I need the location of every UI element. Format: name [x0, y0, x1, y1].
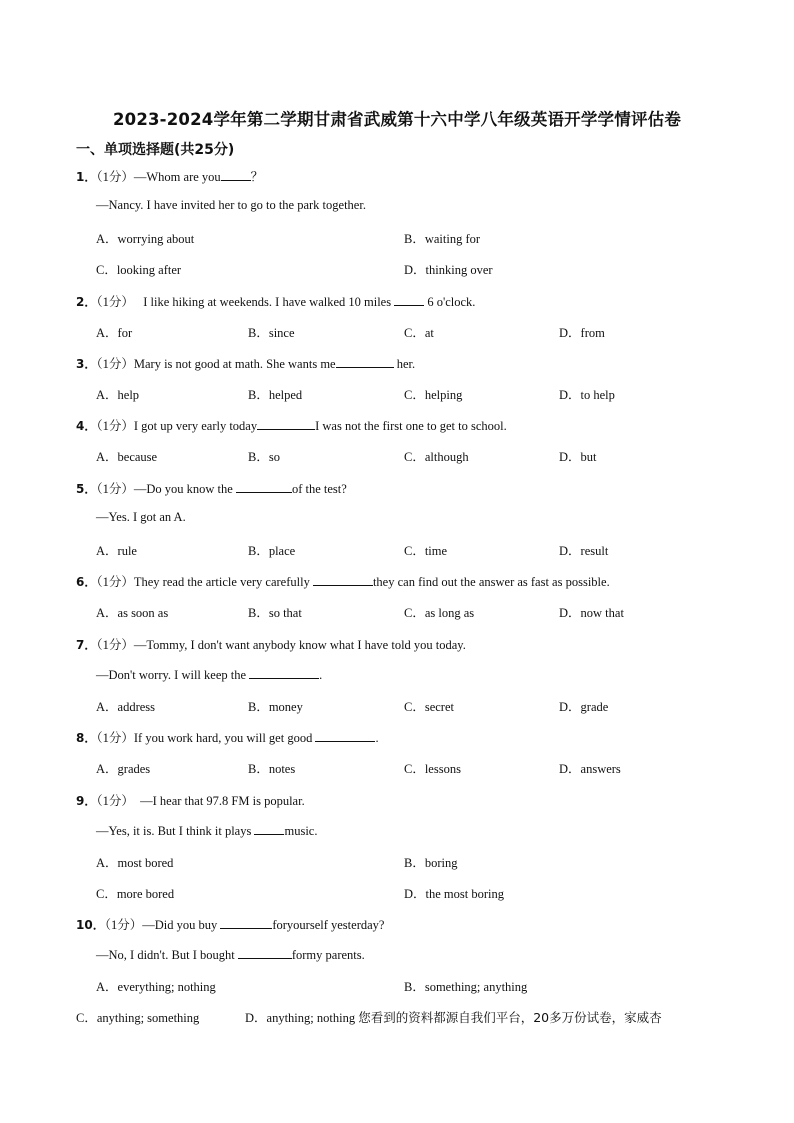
option-a[interactable]: A．most bored: [96, 856, 174, 870]
watermark-note: 您看到的资料都源自我们平台，20多万份试卷，家威杏: [358, 1010, 662, 1025]
answer-blank: [336, 355, 394, 368]
question-9-line2: —Yes, it is. But I think it plays music.: [96, 824, 318, 838]
option-c[interactable]: C．although: [404, 450, 469, 464]
option-b[interactable]: B．so: [248, 450, 280, 464]
option-b[interactable]: B．boring: [404, 856, 458, 870]
option-d-text[interactable]: D．anything; nothing: [245, 1011, 356, 1025]
option-d: [245, 1008, 662, 1026]
question-6: 6．（1分）They read the article very carefully they can find out the answer as fast as possible.: [76, 575, 610, 589]
option-a[interactable]: A．worrying about: [96, 232, 195, 246]
option-d[interactable]: D．now that: [559, 606, 624, 620]
option-d[interactable]: D．result: [559, 544, 609, 558]
answer-blank: [220, 916, 272, 929]
question-10-line2: —No, I didn't. But I bought formy parents.: [96, 948, 365, 962]
option-c[interactable]: C．anything; something: [76, 1011, 200, 1025]
option-b[interactable]: B．notes: [248, 762, 296, 776]
question-1: 1．（1分）—Whom are you ？: [76, 170, 264, 184]
question-1-line2: —Nancy. I have invited her to go to the park together.: [96, 198, 366, 212]
page-title: 2023-2024学年第二学期甘肃省武威第十六中学八年级英语开学学情评估卷: [112, 110, 682, 129]
answer-blank: [394, 293, 424, 306]
option-d[interactable]: D．thinking over: [404, 263, 493, 277]
option-a[interactable]: A．address: [96, 700, 156, 714]
option-b[interactable]: B．something; anything: [404, 980, 528, 994]
option-c[interactable]: C．time: [404, 544, 448, 558]
option-c[interactable]: C．helping: [404, 388, 463, 402]
option-b[interactable]: B．money: [248, 700, 303, 714]
answer-blank: [315, 729, 375, 742]
question-5-line2: —Yes. I got an A.: [96, 510, 186, 524]
answer-blank: [254, 822, 284, 835]
option-b[interactable]: B．so that: [248, 606, 302, 620]
option-c[interactable]: C．lessons: [404, 762, 461, 776]
option-a[interactable]: A．as soon as: [96, 606, 169, 620]
option-d[interactable]: D．answers: [559, 762, 621, 776]
option-d[interactable]: D．from: [559, 326, 605, 340]
section-heading: 一、单项选择题(共25分): [76, 142, 235, 158]
option-a[interactable]: A．help: [96, 388, 140, 402]
option-d[interactable]: D．but: [559, 450, 597, 464]
option-a[interactable]: A．grades: [96, 762, 151, 776]
option-b[interactable]: B．waiting for: [404, 232, 481, 246]
option-a[interactable]: A．everything; nothing: [96, 980, 216, 994]
option-c[interactable]: C．secret: [404, 700, 454, 714]
question-10: 10．（1分）—Did you buy foryourself yesterday?: [76, 918, 385, 932]
question-4: 4．（1分）I got up very early today I was not the first one to get to school.: [76, 419, 507, 433]
option-c[interactable]: C．looking after: [96, 263, 182, 277]
question-7-line2: —Don't worry. I will keep the .: [96, 668, 323, 682]
option-c[interactable]: C．more bored: [96, 887, 175, 901]
option-d[interactable]: D．the most boring: [404, 887, 504, 901]
question-5: 5．（1分）—Do you know the of the test?: [76, 482, 347, 496]
answer-blank: [238, 946, 292, 959]
question-3: 3．（1分）Mary is not good at math. She wants me her.: [76, 357, 416, 371]
answer-blank: [249, 666, 319, 679]
option-a[interactable]: A．rule: [96, 544, 137, 558]
answer-blank: [313, 573, 373, 586]
answer-blank: [221, 168, 251, 181]
option-a[interactable]: A．because: [96, 450, 158, 464]
option-c[interactable]: C．as long as: [404, 606, 475, 620]
answer-blank: [257, 417, 315, 430]
option-c[interactable]: C．at: [404, 326, 434, 340]
option-d[interactable]: D．grade: [559, 700, 609, 714]
question-2: 2．（1分） I like hiking at weekends. I have walked 10 miles 6 o'clock.: [76, 295, 476, 309]
question-8: 8．（1分）If you work hard, you will get good .: [76, 731, 379, 745]
question-9: 9．（1分） —I hear that 97.8 FM is popular.: [76, 794, 305, 808]
option-b[interactable]: B．place: [248, 544, 296, 558]
option-a[interactable]: A．for: [96, 326, 133, 340]
question-7: 7．（1分）—Tommy, I don't want anybody know what I have told you today.: [76, 638, 466, 652]
option-b[interactable]: B．helped: [248, 388, 303, 402]
answer-blank: [236, 480, 292, 493]
option-b[interactable]: B．since: [248, 326, 295, 340]
option-d[interactable]: D．to help: [559, 388, 615, 402]
